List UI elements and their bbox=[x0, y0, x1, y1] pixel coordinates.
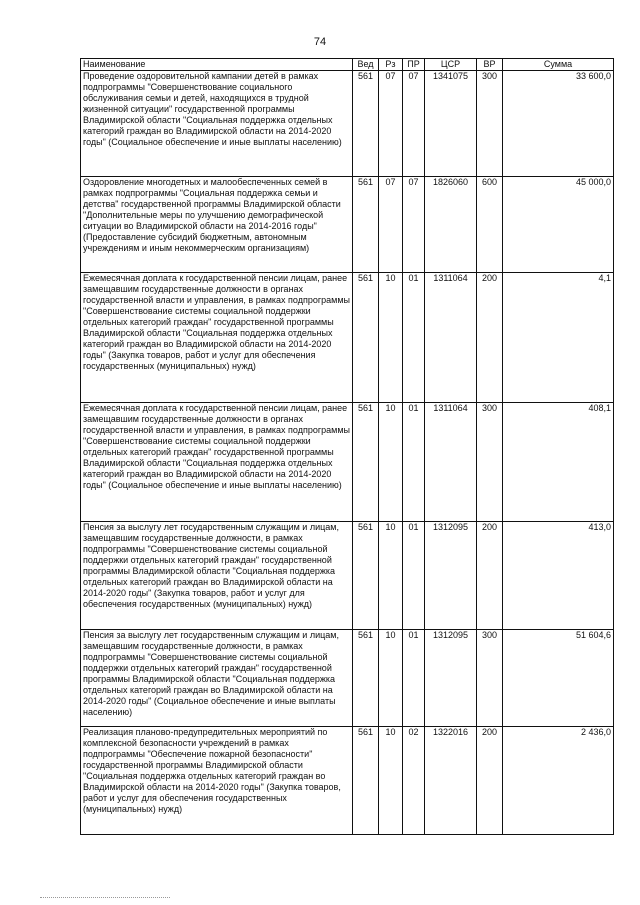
row-ved: 561 bbox=[353, 71, 379, 177]
row-ved: 561 bbox=[353, 403, 379, 522]
row-csr: 1312095 bbox=[425, 522, 477, 630]
table-row bbox=[81, 403, 614, 522]
row-name: Проведение оздоровительной кампании детей в рамках подпрограммы "Совершенствование социального обслуживания семьи и детей, находящихся в трудной жизненной ситуации" государственной программы Владимирской области "Социальная поддержка отдельных категорий граждан во Владимирской области на 2014-2020 годы" (Социальное обеспечение и иные выплаты населению) bbox=[81, 71, 353, 177]
table-row bbox=[81, 71, 614, 177]
row-vr: 600 bbox=[477, 177, 503, 273]
header-vr: ВР bbox=[477, 59, 503, 71]
header-sum: Сумма bbox=[503, 59, 614, 71]
row-sum: 413,0 bbox=[503, 522, 614, 630]
row-csr: 1312095 bbox=[425, 630, 477, 727]
row-sum: 51 604,6 bbox=[503, 630, 614, 727]
row-pr: 01 bbox=[403, 630, 425, 727]
budget-table bbox=[80, 58, 614, 835]
row-sum: 45 000,0 bbox=[503, 177, 614, 273]
row-rz: 07 bbox=[379, 71, 403, 177]
row-vr: 300 bbox=[477, 71, 503, 177]
row-pr: 01 bbox=[403, 273, 425, 403]
row-sum: 4,1 bbox=[503, 273, 614, 403]
row-vr: 300 bbox=[477, 630, 503, 727]
row-csr: 1322016 bbox=[425, 727, 477, 835]
row-sum: 2 436,0 bbox=[503, 727, 614, 835]
row-ved: 561 bbox=[353, 177, 379, 273]
row-rz: 10 bbox=[379, 727, 403, 835]
table-row bbox=[81, 630, 614, 727]
row-rz: 10 bbox=[379, 403, 403, 522]
row-pr: 07 bbox=[403, 177, 425, 273]
row-name: Реализация планово-предупредительных мероприятий по комплексной безопасности учреждений в рамках подпрограммы "Обеспечение пожарной безопасности" государственной программы Владимирской области "Социальная поддержка отдельных категорий граждан во Владимирской области на 2014-2020 годы" (Закупка товаров, работ и услуг для обеспечения государственных (муниципальных) нужд) bbox=[81, 727, 353, 835]
row-pr: 07 bbox=[403, 71, 425, 177]
row-rz: 10 bbox=[379, 273, 403, 403]
page-number: 74 bbox=[313, 36, 327, 48]
table-row bbox=[81, 273, 614, 403]
table-body bbox=[81, 71, 614, 835]
table-header bbox=[81, 59, 614, 71]
header-csr: ЦСР bbox=[425, 59, 477, 71]
header-pr: ПР bbox=[403, 59, 425, 71]
row-csr: 1341075 bbox=[425, 71, 477, 177]
row-vr: 200 bbox=[477, 522, 503, 630]
row-vr: 200 bbox=[477, 727, 503, 835]
row-csr: 1311064 bbox=[425, 403, 477, 522]
row-ved: 561 bbox=[353, 522, 379, 630]
row-name: Пенсия за выслугу лет государственным служащим и лицам, замещавшим государственные должности, в рамках подпрограммы "Совершенствование системы социальной поддержки отдельных категорий граждан" государственной программы Владимирской области "Социальная поддержка отдельных категорий граждан во Владимирской области на 2014-2020 годы" (Социальное обеспечение и иные выплаты населению) bbox=[81, 630, 353, 727]
row-ved: 561 bbox=[353, 273, 379, 403]
row-name: Ежемесячная доплата к государственной пенсии лицам, ранее замещавшим государственные должности в органах государственной власти и управления, в рамках подпрограммы "Совершенствование системы социальной поддержки отдельных категорий граждан" государственной программы Владимирской области "Социальная поддержка отдельных категорий граждан во Владимирской области на 2014-2020 годы" (Закупка товаров, работ и услуг для обеспечения государственных (муниципальных) нужд) bbox=[81, 273, 353, 403]
row-pr: 01 bbox=[403, 522, 425, 630]
row-csr: 1311064 bbox=[425, 273, 477, 403]
row-ved: 561 bbox=[353, 727, 379, 835]
header-name: Наименование bbox=[81, 59, 353, 71]
row-sum: 408,1 bbox=[503, 403, 614, 522]
row-name: Ежемесячная доплата к государственной пенсии лицам, ранее замещавшим государственные должности в органах государственной власти и управления, в рамках подпрограммы "Совершенствование системы социальной поддержки отдельных категорий граждан" государственной программы Владимирской области "Социальная поддержка отдельных категорий граждан во Владимирской области на 2014-2020 годы" (Социальное обеспечение и иные выплаты населению) bbox=[81, 403, 353, 522]
row-vr: 200 bbox=[477, 273, 503, 403]
header-ved: Вед bbox=[353, 59, 379, 71]
table-row bbox=[81, 727, 614, 835]
row-pr: 01 bbox=[403, 403, 425, 522]
footer-rule bbox=[40, 897, 170, 898]
table-row bbox=[81, 522, 614, 630]
header-row bbox=[81, 59, 614, 71]
row-ved: 561 bbox=[353, 630, 379, 727]
table-row bbox=[81, 177, 614, 273]
row-pr: 02 bbox=[403, 727, 425, 835]
row-csr: 1826060 bbox=[425, 177, 477, 273]
row-rz: 10 bbox=[379, 522, 403, 630]
header-rz: Рз bbox=[379, 59, 403, 71]
row-rz: 10 bbox=[379, 630, 403, 727]
row-name: Оздоровление многодетных и малообеспеченных семей в рамках подпрограммы "Социальная поддержка семьи и детства" государственной программы Владимирской области "Дополнительные меры по улучшению демографической ситуации во Владимирской области на 2014-2016 годы" (Предоставление субсидий бюджетным, автономным учреждениям и иным некоммерческим организациям) bbox=[81, 177, 353, 273]
row-rz: 07 bbox=[379, 177, 403, 273]
row-sum: 33 600,0 bbox=[503, 71, 614, 177]
row-vr: 300 bbox=[477, 403, 503, 522]
row-name: Пенсия за выслугу лет государственным служащим и лицам, замещавшим государственные должности, в рамках подпрограммы "Совершенствование системы социальной поддержки отдельных категорий граждан" государственной программы Владимирской области "Социальная поддержка отдельных категорий граждан во Владимирской области на 2014-2020 годы" (Закупка товаров, работ и услуг для обеспечения государственных (муниципальных) нужд) bbox=[81, 522, 353, 630]
